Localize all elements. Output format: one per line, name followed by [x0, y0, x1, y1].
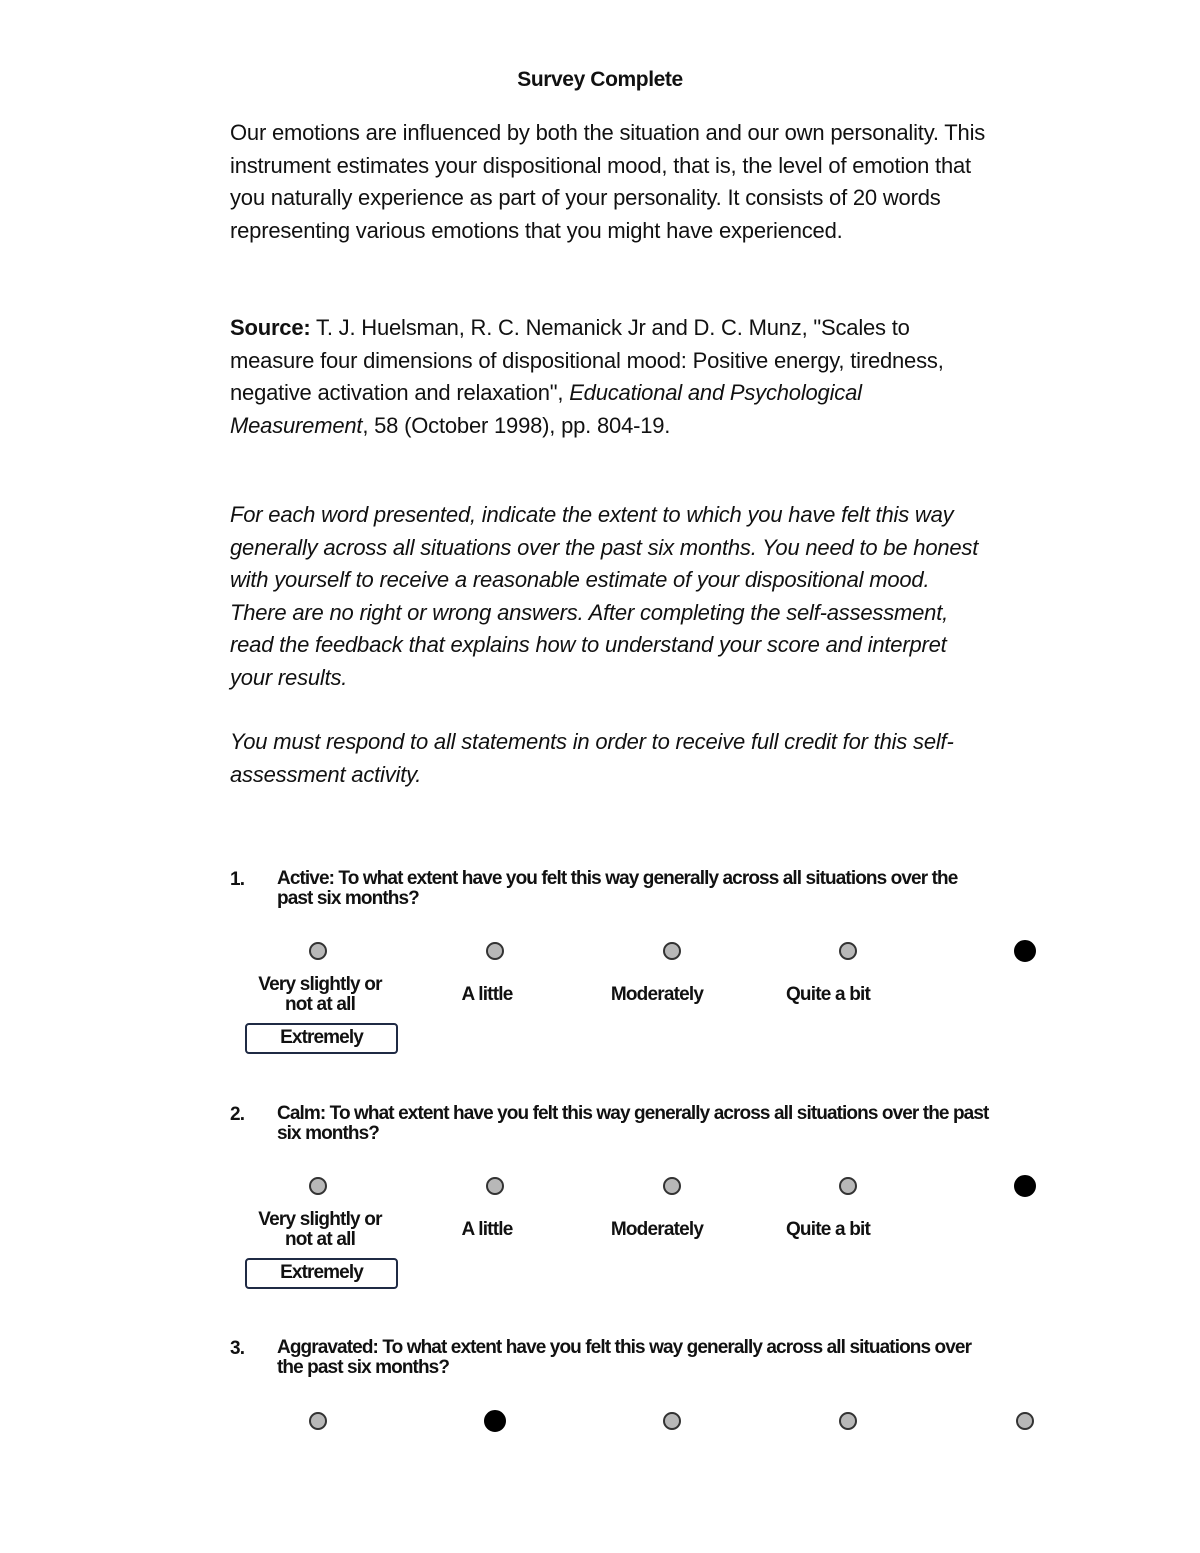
radio-very-slightly[interactable] [309, 942, 327, 960]
intro-paragraph: Our emotions are influenced by both the situation and our own personality. This instrument estimates your dispositional mood, that is, the level of emotion that you naturally experience as part of your personality. It consists of 20 words representing various emotions that you might have experienced. [230, 120, 986, 243]
question-text: Aggravated: To what extent have you felt this way generally across all situations over the past six months? [277, 1337, 972, 1378]
source-text-before: T. J. Huelsman, R. C. Nemanick Jr and D. C. Munz, "Scales to measure four dimensions of dispositional mood: Positive energy, tiredness, negative activation and relaxation", [230, 315, 944, 405]
page-title: Survey Complete [517, 68, 683, 91]
question-number: 1. [230, 869, 245, 890]
radio-quite-a-bit[interactable] [839, 1177, 857, 1195]
instructions-paragraph: For each word presented, indicate the extent to which you have felt this way generally across all situations over the past six months. You need to be honest with yourself to receive a reasonable estimate of your dispositional mood. There are no right or wrong answers. After completing the self-assessment, read the feedback that explains how to understand your score and interpret your results. [230, 502, 979, 690]
option-label-extremely: Extremely [245, 1258, 398, 1289]
option-label-quite-a-bit: Quite a bit [785, 1219, 871, 1240]
question-number: 2. [230, 1104, 245, 1125]
radio-a-little[interactable] [486, 942, 504, 960]
option-label-quite-a-bit: Quite a bit [785, 984, 871, 1005]
option-label-moderately: Moderately [610, 1219, 704, 1240]
option-label-extremely: Extremely [245, 1023, 398, 1054]
source-journal: Educational and Psychological Measurement [230, 380, 862, 438]
radio-quite-a-bit[interactable] [839, 942, 857, 960]
option-label-a-little: A little [461, 984, 513, 1005]
question-text: Calm: To what extent have you felt this way generally across all situations over the past six months? [277, 1103, 989, 1144]
radio-moderately[interactable] [663, 942, 681, 960]
option-label-very-slightly: Very slightly or not at all [258, 974, 382, 1015]
radio-quite-a-bit[interactable] [839, 1412, 857, 1430]
must-respond-note: You must respond to all statements in order to receive full credit for this self-assessment activity. [230, 729, 954, 787]
option-label-moderately: Moderately [610, 984, 704, 1005]
radio-a-little[interactable] [486, 1177, 504, 1195]
radio-very-slightly[interactable] [309, 1412, 327, 1430]
radio-a-little[interactable] [484, 1410, 506, 1432]
radio-extremely[interactable] [1014, 940, 1036, 962]
radio-extremely[interactable] [1016, 1412, 1034, 1430]
radio-moderately[interactable] [663, 1177, 681, 1195]
source-label: Source: [230, 315, 311, 340]
question-number: 3. [230, 1338, 245, 1359]
radio-moderately[interactable] [663, 1412, 681, 1430]
radio-extremely[interactable] [1014, 1175, 1036, 1197]
radio-very-slightly[interactable] [309, 1177, 327, 1195]
option-label-a-little: A little [461, 1219, 513, 1240]
source-citation [230, 312, 990, 442]
question-text: Active: To what extent have you felt this way generally across all situations over the past six months? [277, 868, 958, 909]
source-text-after: , 58 (October 1998), pp. 804-19. [362, 412, 671, 438]
option-label-very-slightly: Very slightly or not at all [258, 1209, 382, 1250]
